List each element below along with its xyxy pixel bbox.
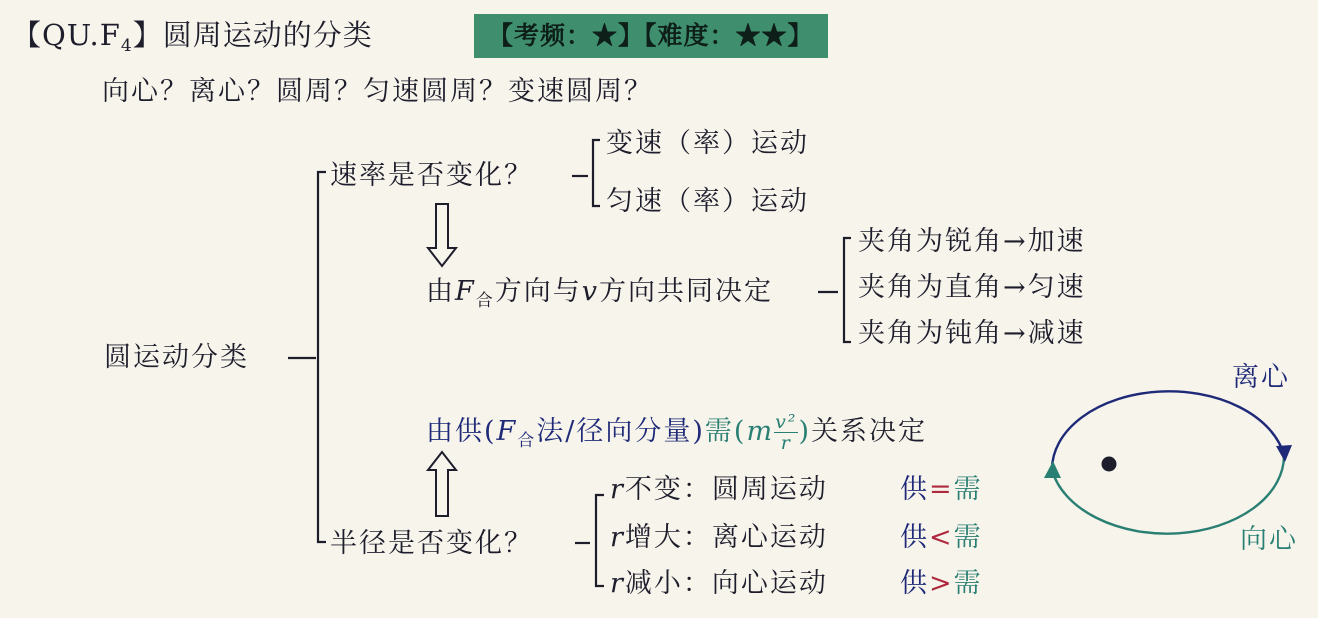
radius-bracket bbox=[596, 495, 604, 586]
radius-question: 半径是否变化？ bbox=[330, 528, 533, 559]
center-dot bbox=[1102, 457, 1117, 472]
angle-bracket bbox=[844, 238, 851, 342]
up-hollow-arrow bbox=[428, 452, 456, 516]
speed-question: 速率是否变化？ bbox=[330, 160, 533, 191]
radius-case-increase: r增大：离心运动 bbox=[610, 522, 828, 553]
angle-right: 夹角为直角→匀速 bbox=[858, 272, 1086, 303]
radius-case-decrease: r减小：向心运动 bbox=[610, 568, 828, 599]
speed-decision: 由$F_合$方向与v方向共同决定 bbox=[426, 276, 773, 311]
supply-need-less: 供<需 bbox=[900, 522, 983, 553]
supply-need-equal: 供=需 bbox=[900, 474, 983, 505]
difficulty-badge: 【考频：★】【难度：★★】 bbox=[474, 14, 828, 58]
page-title: 【$QU.F_4$】圆周运动的分类 bbox=[12, 18, 373, 56]
centripetal-label: 向心 bbox=[1240, 524, 1298, 555]
radius-case-unchanged: r不变：圆周运动 bbox=[610, 474, 828, 505]
speed-option-variable: 变速（率）运动 bbox=[606, 128, 809, 159]
speed-bracket bbox=[593, 140, 600, 206]
centrifugal-label: 离心 bbox=[1232, 362, 1290, 393]
root-label: 圆运动分类 bbox=[104, 342, 249, 373]
orbit-arrow-left bbox=[1044, 461, 1061, 478]
orbit-arrow-right bbox=[1276, 445, 1292, 462]
radius-decision: 由供($F_合$法/径向分量)需(m $\frac{\text{v²}}{r}$ )关系决定 bbox=[426, 411, 927, 454]
supply-need-greater: 供>需 bbox=[900, 568, 983, 599]
orbit-upper-arc bbox=[1052, 391, 1284, 470]
root-bracket bbox=[318, 172, 326, 542]
down-hollow-arrow bbox=[428, 204, 456, 266]
orbit-lower-arc bbox=[1052, 455, 1284, 534]
angle-acute: 夹角为锐角→加速 bbox=[858, 226, 1086, 257]
speed-option-uniform: 匀速（率）运动 bbox=[606, 186, 809, 217]
questions-line: 向心？离心？圆周？匀速圆周？变速圆周？ bbox=[102, 76, 653, 107]
angle-obtuse: 夹角为钝角→减速 bbox=[858, 318, 1086, 349]
